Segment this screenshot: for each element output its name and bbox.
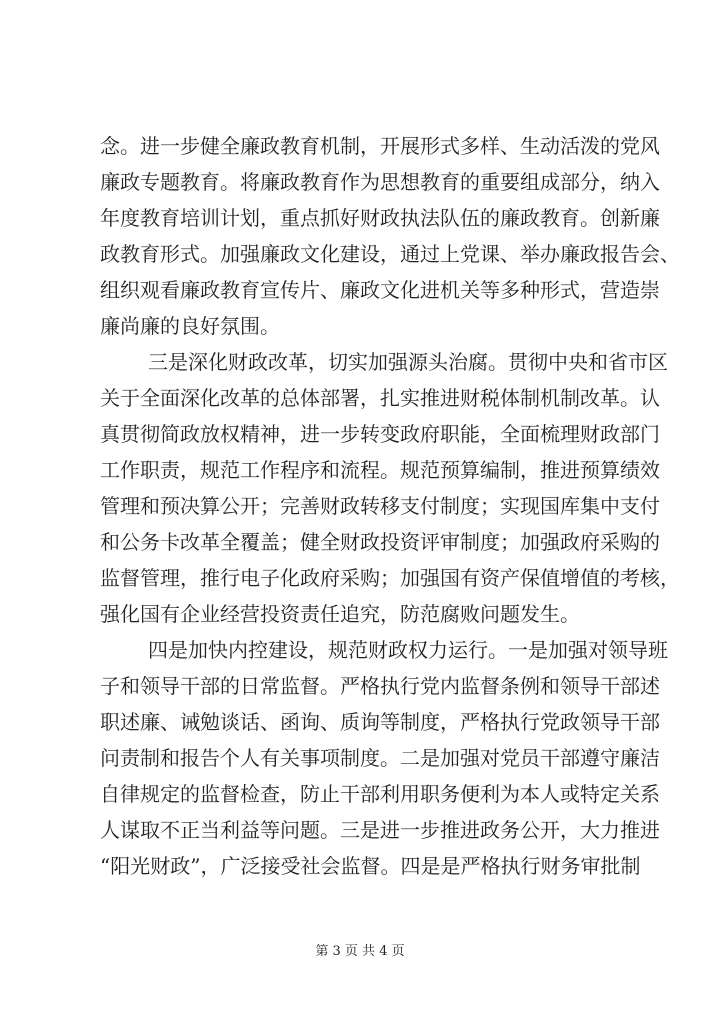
text-line: 自律规定的监督检查，防止干部利用职务便利为本人或特定关系 [100, 782, 660, 806]
text-line: 工作职责，规范工作程序和流程。规范预算编制，推进预算绩效 [100, 458, 660, 482]
text-line: 三是深化财政改革，切实加强源头治腐。贯彻中央和省市区 [148, 350, 668, 374]
text-line: 管理和预决算公开；完善财政转移支付制度；实现国库集中支付 [100, 494, 660, 518]
text-line: 真贯彻简政放权精神，进一步转变政府职能，全面梳理财政部门 [100, 422, 660, 446]
text-line: 年度教育培训计划，重点抓好财政执法队伍的廉政教育。创新廉 [100, 206, 660, 230]
text-line: 和公务卡改革全覆盖；健全财政投资评审制度；加强政府采购的 [100, 530, 660, 554]
text-line: 强化国有企业经营投资责任追究，防范腐败问题发生。 [100, 602, 580, 626]
paragraph [100, 632, 668, 884]
text-line: 人谋取不正当利益等问题。三是进一步推进政务公开，大力推进 [100, 818, 660, 842]
text-line: 政教育形式。加强廉政文化建设，通过上党课、举办廉政报告会、 [100, 242, 680, 266]
document-body [100, 128, 680, 884]
text-line: 关于全面深化改革的总体部署，扎实推进财税体制机制改革。认 [100, 386, 660, 410]
text-line: 念。进一步健全廉政教育机制，开展形式多样、生动活泼的党风 [100, 134, 660, 158]
text-line: 四是加快内控建设，规范财政权力运行。一是加强对领导班 [148, 638, 668, 662]
text-line: 廉政专题教育。将廉政教育作为思想教育的重要组成部分，纳入 [100, 170, 660, 194]
text-line: 监督管理，推行电子化政府采购；加强国有资产保值增值的考核， [100, 566, 680, 590]
text-line: 组织观看廉政教育宣传片、廉政文化进机关等多种形式，营造崇 [100, 278, 660, 302]
paragraph [100, 128, 680, 344]
paragraph [100, 344, 680, 632]
text-line: 问责制和报告个人有关事项制度。二是加强对党员干部遵守廉洁 [100, 746, 660, 770]
text-line: 廉尚廉的良好氛围。 [100, 314, 280, 338]
text-line: 职述廉、诫勉谈话、函询、质询等制度，严格执行党政领导干部 [100, 710, 660, 734]
text-line: “阳光财政”，广泛接受社会监督。四是是严格执行财务审批制 [100, 854, 641, 878]
text-line: 子和领导干部的日常监督。严格执行党内监督条例和领导干部述 [100, 674, 660, 698]
page-footer: 第 3 页 共 4 页 [315, 944, 405, 959]
